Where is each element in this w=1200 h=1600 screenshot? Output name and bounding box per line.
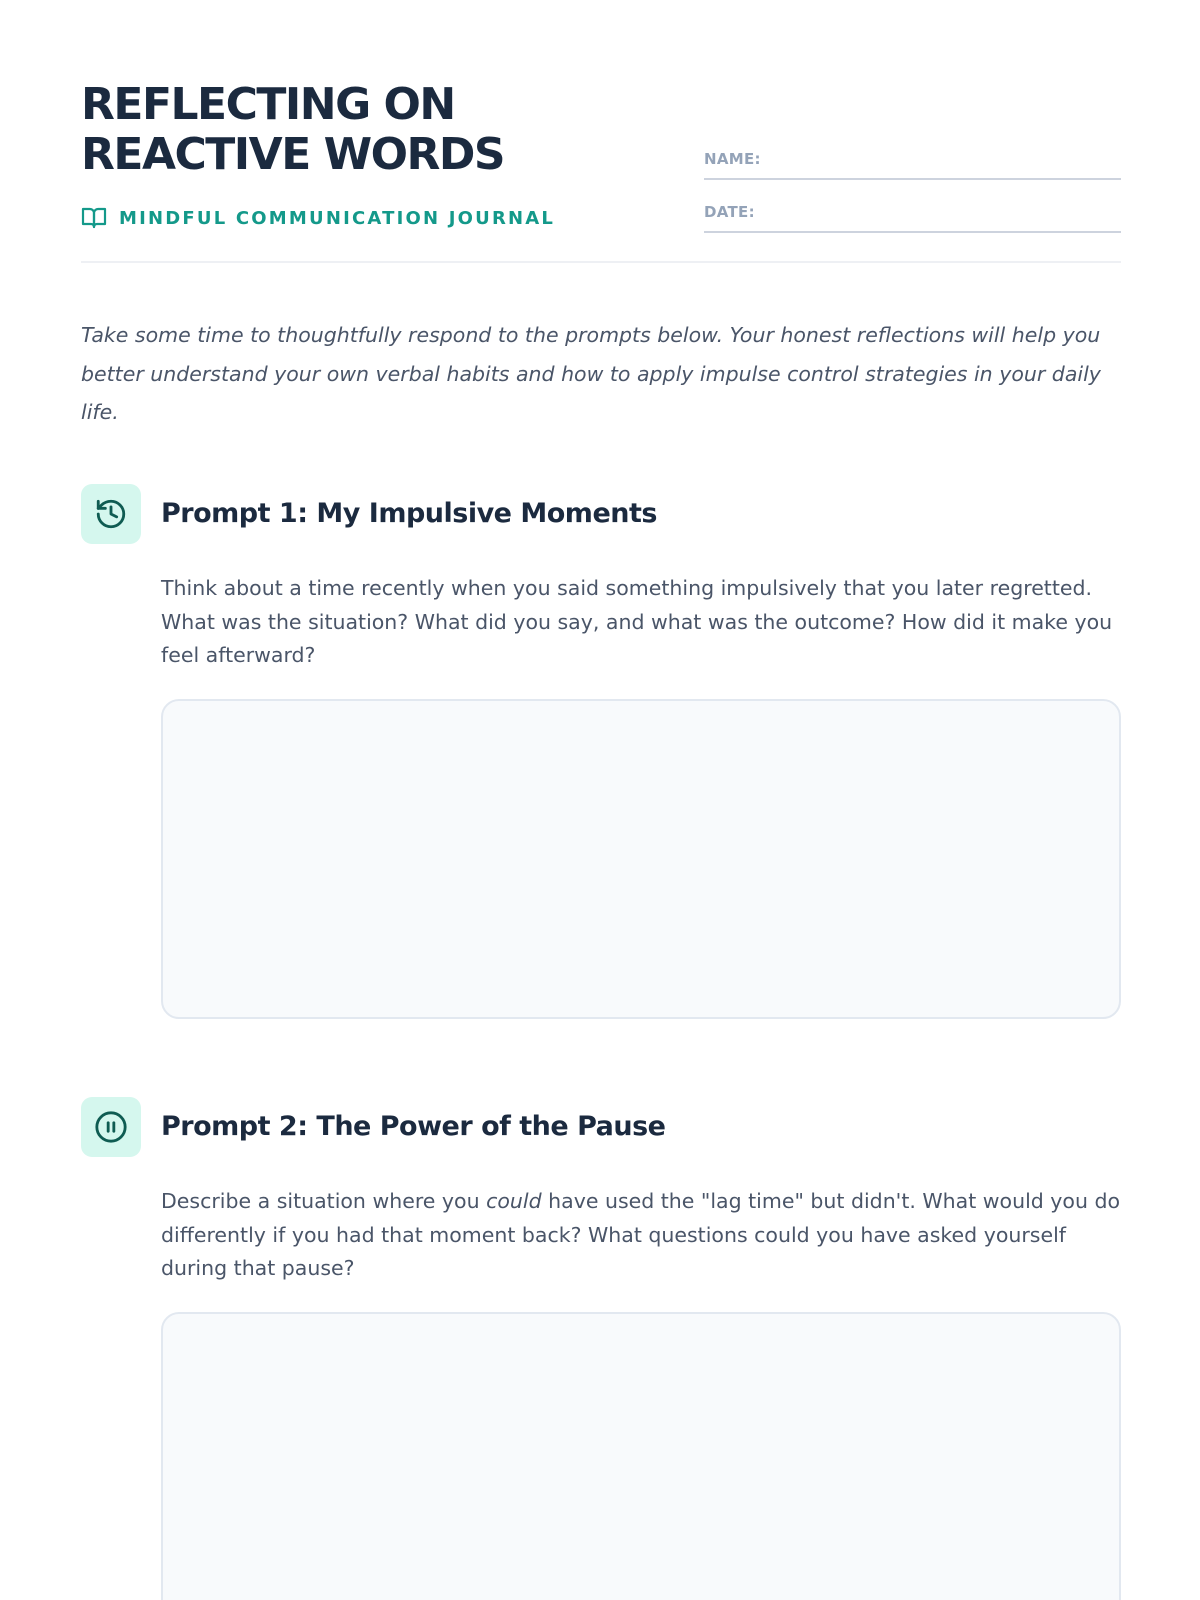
prompt-2-description [161, 1185, 1123, 1286]
prompt-2-icon-badge [81, 1097, 141, 1157]
name-label: NAME: [704, 150, 761, 168]
title-line-1: REFLECTING ON [81, 79, 455, 130]
prompt-1-description: Think about a time recently when you said something impulsively that you later regretted. What was the situation? What did you say, and what was the outcome? How did it make you feel afterward? [161, 576, 1113, 667]
prompt-2-description-start: Describe a situation where you [161, 1189, 487, 1213]
prompt-2-answer-box[interactable] [161, 1312, 1121, 1600]
date-label: DATE: [704, 203, 755, 221]
book-open-icon [81, 206, 107, 230]
prompt-1-answer-box[interactable] [161, 699, 1121, 1019]
history-icon [94, 497, 128, 531]
prompt-1-icon-badge [81, 484, 141, 544]
journal-subtitle: MINDFUL COMMUNICATION JOURNAL [119, 207, 556, 229]
page-title [81, 80, 641, 180]
journal-page [81, 0, 1121, 1600]
prompt-2-title: Prompt 2: The Power of the Pause [161, 1111, 666, 1142]
prompt-1-title: Prompt 1: My Impulsive Moments [161, 498, 657, 529]
pause-icon [94, 1110, 128, 1144]
page-header [81, 80, 1121, 263]
title-line-2: REACTIVE WORDS [81, 129, 505, 180]
subtitle-row [81, 206, 555, 230]
intro-text: Take some time to thoughtfully respond to the prompts below. Your honest reflections will help you better understand your own verbal habits and how to apply impulse control strategies in your daily life. [81, 323, 1101, 424]
date-field[interactable] [704, 201, 1121, 233]
prompt-2-description-end: have used the "lag time" but didn't. What would you do differently if you had that moment back? What questions could you have asked yourself during that pause? [161, 1189, 1121, 1280]
name-field[interactable] [704, 148, 1121, 180]
prompt-2-description-emphasis: could [486, 1189, 542, 1213]
